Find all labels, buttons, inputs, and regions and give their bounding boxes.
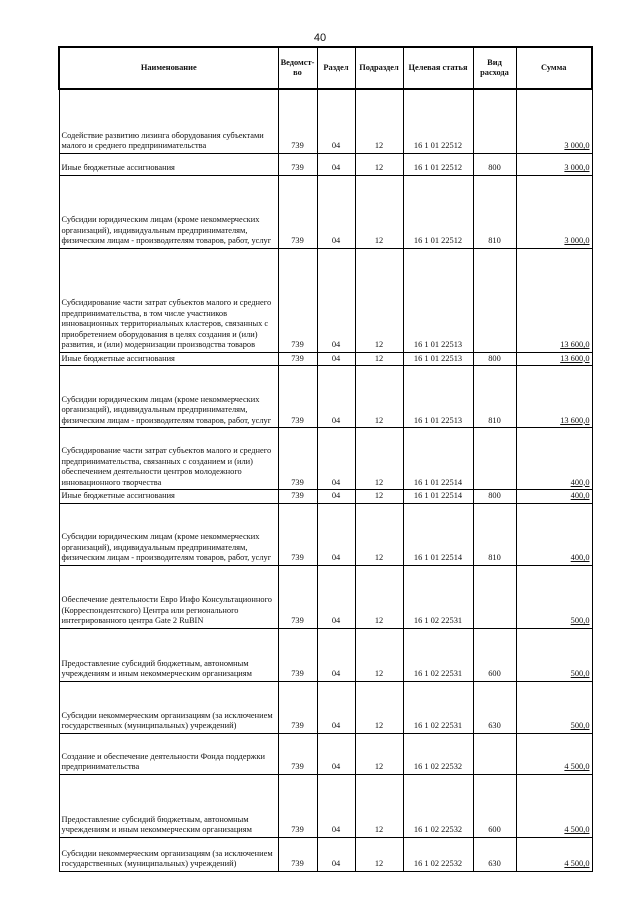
cell-section: 04 [317,565,355,628]
cell-subsection: 12 [355,366,403,428]
cell-sum [516,175,592,248]
cell-dept: 739 [278,733,317,774]
cell-name: Субсидии юридическим лицам (кроме некоммерческих организаций), индивидуальным предпринимателям, физическим лицам - производителям товаров, работ, услуг [59,366,278,428]
table-row [59,565,592,628]
cell-section: 04 [317,175,355,248]
cell-section: 04 [317,352,355,366]
cell-sum [516,503,592,565]
header-dept: Ведомст-во [278,47,317,89]
sum-value: 4 500,0 [564,825,590,834]
cell-target: 16 1 01 22514 [403,428,473,490]
table-row [59,428,592,490]
cell-name: Предоставление субсидий бюджетным, автономным учреждениям и иным некоммерческим организациям [59,628,278,681]
cell-name: Обеспечение деятельности Евро Инфо Консультационного (Корреспондентского) Центра или регионального интегрированного центра Gate 2 RuBIN [59,565,278,628]
table-row [59,681,592,733]
cell-sum [516,490,592,504]
cell-name: Предоставление субсидий бюджетным, автономным учреждениям и иным некоммерческим организациям [59,774,278,837]
cell-expense: 810 [473,175,516,248]
cell-sum [516,565,592,628]
cell-target: 16 1 01 22513 [403,352,473,366]
cell-name: Иные бюджетные ассигнования [59,490,278,504]
sum-value: 500,0 [570,616,590,625]
cell-section: 04 [317,628,355,681]
cell-dept: 739 [278,89,317,153]
table-row [59,503,592,565]
cell-name: Содействие развитию лизинга оборудования субъектами малого и среднего предпринимательства [59,89,278,153]
cell-sum [516,366,592,428]
cell-section: 04 [317,153,355,175]
sum-value: 500,0 [570,721,590,730]
cell-dept: 739 [278,248,317,352]
cell-subsection: 12 [355,774,403,837]
cell-expense: 630 [473,837,516,871]
cell-name: Субсидии некоммерческим организациям (за исключением государственных (муниципальных) учреждений) [59,681,278,733]
sum-value: 400,0 [570,477,590,487]
table-row [59,175,592,248]
header-expense: Вид расхода [473,47,516,89]
cell-dept: 739 [278,175,317,248]
cell-target: 16 1 02 22532 [403,733,473,774]
cell-expense [473,428,516,490]
cell-dept: 739 [278,565,317,628]
cell-section: 04 [317,681,355,733]
cell-target: 16 1 01 22512 [403,175,473,248]
cell-subsection: 12 [355,733,403,774]
cell-target: 16 1 02 22531 [403,681,473,733]
table-row [59,628,592,681]
table-row [59,153,592,175]
cell-subsection: 12 [355,837,403,871]
cell-expense: 600 [473,628,516,681]
table-row [59,366,592,428]
cell-subsection: 12 [355,175,403,248]
cell-target: 16 1 01 22514 [403,490,473,504]
cell-sum [516,681,592,733]
table-row [59,733,592,774]
cell-subsection: 12 [355,681,403,733]
cell-section: 04 [317,733,355,774]
cell-sum [516,837,592,871]
sum-value: 4 500,0 [564,762,590,771]
cell-subsection: 12 [355,490,403,504]
header-section: Раздел [317,47,355,89]
header-subsection: Подраздел [355,47,403,89]
cell-expense: 810 [473,503,516,565]
cell-section: 04 [317,366,355,428]
sum-value: 3 000,0 [564,163,590,172]
cell-target: 16 1 01 22512 [403,153,473,175]
sum-value: 4 500,0 [564,859,590,868]
cell-target: 16 1 01 22513 [403,366,473,428]
cell-section: 04 [317,837,355,871]
cell-target: 16 1 01 22514 [403,503,473,565]
cell-section: 04 [317,490,355,504]
cell-name: Субсидии юридическим лицам (кроме некоммерческих организаций), индивидуальным предпринимателям, физическим лицам - производителям товаров, работ, услуг [59,503,278,565]
cell-subsection: 12 [355,428,403,490]
cell-name: Субсидирование части затрат субъектов малого и среднего предпринимательства, в том числе участников инновационных территориальных кластеров, связанных с приобретением оборудования в целях создания и (или) развития, и (или) модернизации производства товаров [59,248,278,352]
page-number: 40 [313,32,327,44]
cell-subsection: 12 [355,628,403,681]
cell-sum [516,428,592,490]
cell-subsection: 12 [355,153,403,175]
cell-sum [516,774,592,837]
cell-expense [473,89,516,153]
cell-section: 04 [317,248,355,352]
cell-expense [473,248,516,352]
cell-expense: 800 [473,153,516,175]
cell-sum [516,352,592,366]
cell-expense: 630 [473,681,516,733]
cell-dept: 739 [278,837,317,871]
cell-dept: 739 [278,153,317,175]
cell-dept: 739 [278,681,317,733]
table-row [59,490,592,504]
cell-expense: 600 [473,774,516,837]
cell-section: 04 [317,89,355,153]
cell-name: Иные бюджетные ассигнования [59,352,278,366]
cell-target: 16 1 01 22512 [403,89,473,153]
cell-dept: 739 [278,628,317,681]
sum-value: 3 000,0 [564,141,590,150]
cell-section: 04 [317,774,355,837]
cell-target: 16 1 02 22531 [403,628,473,681]
cell-expense [473,733,516,774]
cell-sum [516,153,592,175]
table-row [59,837,592,871]
cell-target: 16 1 02 22532 [403,774,473,837]
cell-dept: 739 [278,503,317,565]
sum-value: 500,0 [570,669,590,678]
header-target: Целевая статья [403,47,473,89]
sum-value: 13 600,0 [560,353,590,363]
header-name: Наименование [59,47,278,89]
cell-dept: 739 [278,352,317,366]
cell-expense: 800 [473,352,516,366]
cell-section: 04 [317,428,355,490]
table-row [59,352,592,366]
sum-value: 3 000,0 [564,236,590,245]
table-row [59,248,592,352]
cell-target: 16 1 01 22513 [403,248,473,352]
cell-name: Создание и обеспечение деятельности Фонда поддержки предпринимательства [59,733,278,774]
cell-sum [516,628,592,681]
cell-section: 04 [317,503,355,565]
cell-sum [516,248,592,352]
cell-name: Субсидии юридическим лицам (кроме некоммерческих организаций), индивидуальным предпринимателям, физическим лицам - производителям товаров, работ, услуг [59,175,278,248]
cell-subsection: 12 [355,352,403,366]
cell-target: 16 1 02 22531 [403,565,473,628]
table-row [59,89,592,153]
table-header-row [59,47,592,89]
cell-subsection: 12 [355,503,403,565]
cell-name: Субсидии некоммерческим организациям (за исключением государственных (муниципальных) учреждений) [59,837,278,871]
cell-expense [473,565,516,628]
table-row [59,774,592,837]
cell-dept: 739 [278,428,317,490]
cell-expense: 800 [473,490,516,504]
cell-subsection: 12 [355,89,403,153]
cell-sum [516,733,592,774]
sum-value: 400,0 [570,491,590,500]
cell-dept: 739 [278,490,317,504]
cell-target: 16 1 02 22532 [403,837,473,871]
cell-subsection: 12 [355,565,403,628]
cell-name: Субсидирование части затрат субъектов малого и среднего предпринимательства, связанных с созданием и (или) обеспечением деятельности центров молодежного инновационного творчества [59,428,278,490]
sum-value: 400,0 [570,553,590,562]
cell-name: Иные бюджетные ассигнования [59,153,278,175]
cell-subsection: 12 [355,248,403,352]
header-sum: Сумма [516,47,592,89]
budget-table [58,46,593,872]
sum-value: 13 600,0 [560,415,590,425]
cell-sum [516,89,592,153]
cell-dept: 739 [278,774,317,837]
sum-value: 13 600,0 [560,340,590,349]
cell-expense: 810 [473,366,516,428]
cell-dept: 739 [278,366,317,428]
